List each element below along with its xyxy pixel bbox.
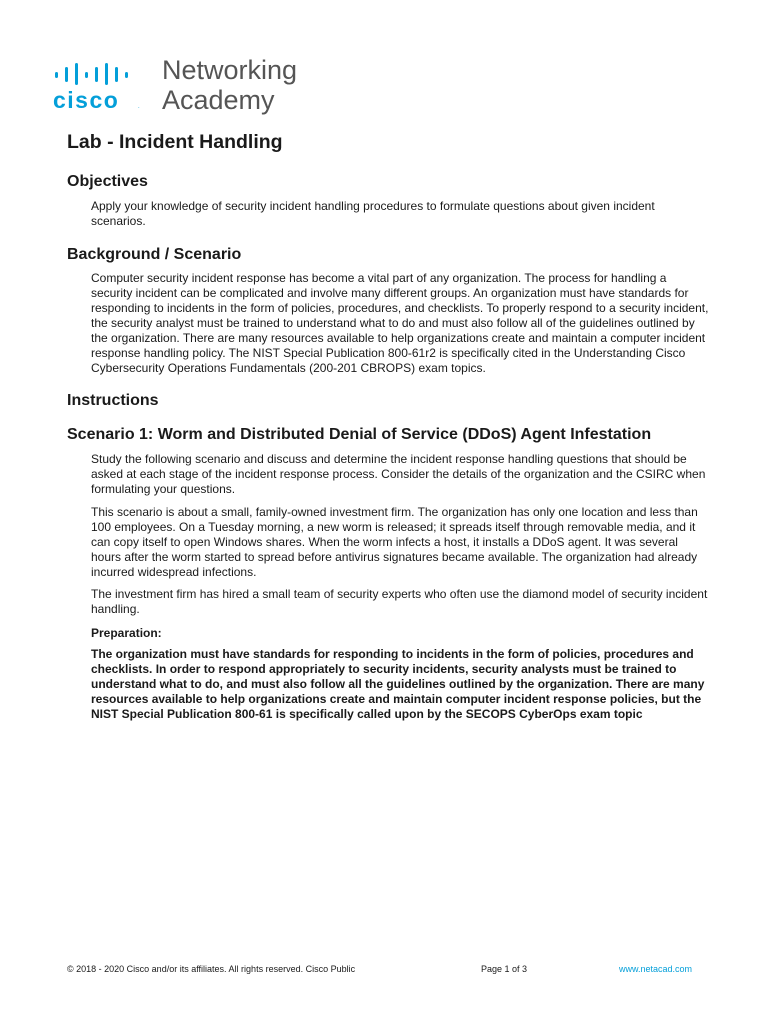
cisco-wordmark: cisco <box>53 87 120 113</box>
scenario-1-team: The investment firm has hired a small team of security experts who often use the diamond model of security incident handling. <box>91 587 708 616</box>
footer-page-number: Page 1 of 3 <box>481 964 528 974</box>
footer-copyright: © 2018 - 2020 Cisco and/or its affiliates. All rights reserved. Cisco Public <box>67 964 356 974</box>
preparation-label: Preparation: <box>91 626 162 640</box>
academy-line-1: Networking <box>162 55 298 85</box>
document-title: Lab - Incident Handling <box>67 131 283 153</box>
scenario-1-heading: Scenario 1: Worm and Distributed Denial of Service (DDoS) Agent Infestation <box>67 426 652 443</box>
networking-academy-logo <box>52 56 312 118</box>
scenario-1-description: This scenario is about a small, family-owned investment firm. The organization has only one location and less than 100 employees. On a Tuesday morning, a new worm is released; it spreads itself through removable media, and it can copy itself to open Windows shares. When the worm infects a host, it installs a DDoS agent. It was several hours after the worm started to spread before antivirus signatures became available. The organization had already incurred widespread infections. <box>91 505 698 579</box>
scenario-1-intro: Study the following scenario and discuss and determine the incident response handling questions that should be asked at each stage of the incident response process. Consider the details of the organization and the CSIRC when formulating your questions. <box>91 452 706 496</box>
background-heading: Background / Scenario <box>67 246 242 263</box>
preparation-answer: The organization must have standards for responding to incidents in the form of policies, procedures and checklists. In order to respond appropriately to security incidents, security analysts must be trained to understand what to do, and must also follow all the guidelines outlined by the organization. There are many resources available to help organizations create and maintain computer incident response policies, but the NIST Special Publication 800-61 is specifically called upon by the SECOPS CyberOps exam topic <box>91 647 705 721</box>
cisco-bars-icon <box>55 63 145 85</box>
academy-line-2: Academy <box>162 85 275 115</box>
trademark-mark: . <box>138 104 140 110</box>
instructions-heading: Instructions <box>67 392 159 409</box>
objectives-heading: Objectives <box>67 173 148 190</box>
footer-link[interactable]: www.netacad.com <box>619 964 693 974</box>
objectives-text: Apply your knowledge of security incident handling procedures to formulate questions about given incident scenarios. <box>91 199 655 228</box>
background-text: Computer security incident response has become a vital part of any organization. The process for handling a security incident can be complicated and involve many different groups. An organization must have standards for responding to incidents in the form of policies, procedures, and checklists. To properly respond to a security incident, the security analyst must be trained to understand what to do and must also follow all of the guidelines outlined by the organization. There are many resources available to help organizations create and maintain a computer incident response handling policy. The NIST Special Publication 800-61r2 is specifically cited in the Understanding Cisco Cybersecurity Operations Fundamentals (200-201 CBROPS) exam topics. <box>91 271 709 375</box>
